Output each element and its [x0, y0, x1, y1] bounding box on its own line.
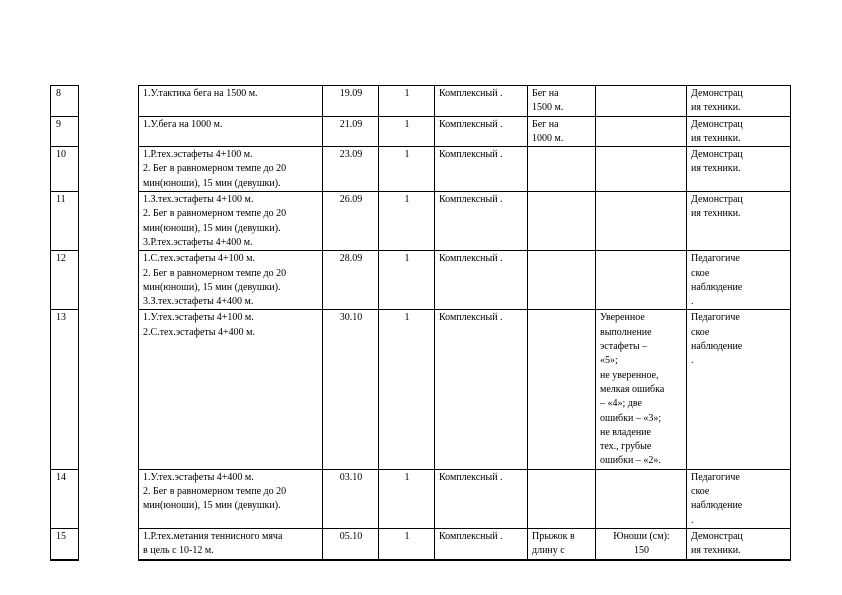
lesson-type-cell [435, 528, 528, 559]
lesson-date-cell [323, 147, 379, 192]
lesson-number-cell [51, 528, 79, 559]
table-row [51, 469, 791, 528]
lesson-number-cell [51, 251, 79, 310]
cell-text: 15 [56, 530, 66, 542]
cell-text-line: Бег на [532, 88, 559, 99]
control-form-cell [687, 469, 791, 528]
lesson-topic-cell [139, 192, 323, 251]
empty-cell [79, 116, 139, 147]
cell-text-line: 2. Бег в равномерном темпе до 20 [143, 486, 287, 498]
cell-text: Комплексный . [439, 253, 503, 265]
lesson-topic-cell [139, 86, 323, 117]
lesson-date-cell [323, 86, 379, 117]
control-cell [528, 86, 596, 117]
cell-text-line: выполнение [600, 326, 652, 338]
cell-text: 1 [404, 312, 410, 324]
cell-text-line: 1.З.тех.эстафеты 4+100 м. [143, 194, 254, 206]
lesson-type-cell [435, 116, 528, 147]
cell-text-line: Педагогиче [691, 312, 740, 324]
cell-text: 1 [404, 88, 410, 99]
lesson-topic-cell [139, 147, 323, 192]
control-form-cell [687, 192, 791, 251]
criteria-cell [596, 147, 687, 192]
cell-text-line: 150 [634, 545, 649, 557]
control-form-cell [687, 147, 791, 192]
lesson-topic-cell [139, 469, 323, 528]
table-row [51, 310, 791, 469]
table-row [51, 86, 791, 117]
empty-cell [79, 310, 139, 469]
cell-text-line: ия техники. [691, 163, 741, 175]
cell-text-line: 1000 м. [532, 132, 564, 144]
cell-text-line: эстафеты – [600, 341, 648, 353]
lesson-number-cell [51, 310, 79, 469]
cell-text: 28.09 [339, 253, 363, 265]
lesson-date-cell [323, 310, 379, 469]
cell-text: 13 [56, 312, 66, 324]
cell-text-line: «5»; [600, 355, 618, 367]
cell-text: 11 [56, 194, 66, 206]
control-cell [528, 528, 596, 559]
cell-text-line: ия техники. [691, 545, 741, 557]
cell-text-line: 1.У.тех.эстафеты 4+400 м. [143, 471, 254, 483]
empty-cell [79, 86, 139, 117]
cell-text-line: тех., грубые [600, 441, 652, 453]
cell-text-line: Уверенное [600, 312, 645, 324]
lesson-number-cell [51, 469, 79, 528]
cell-text-line: не владение [600, 426, 651, 438]
lesson-number-cell [51, 116, 79, 147]
cell-text-line: Демонстрац [691, 530, 743, 542]
empty-cell [79, 251, 139, 310]
empty-cell [79, 469, 139, 528]
cell-text-line: 1.С.тех.эстафеты 4+100 м. [143, 253, 255, 265]
cell-text: Комплексный . [439, 118, 503, 130]
cell-text-line: ошибки – «2». [600, 455, 661, 467]
control-form-cell [687, 116, 791, 147]
cell-text: 1 [404, 253, 410, 265]
cell-text-line: длину с [532, 545, 565, 557]
cell-text-line: 1.Р.тех.эстафеты 4+100 м. [143, 149, 253, 161]
cell-text: 14 [56, 471, 66, 483]
lesson-topic-cell [139, 116, 323, 147]
cell-text: Комплексный . [439, 149, 503, 161]
lesson-date-cell [323, 251, 379, 310]
cell-text: Комплексный . [439, 312, 503, 324]
lesson-type-cell [435, 469, 528, 528]
lesson-plan-table [50, 85, 791, 561]
cell-text-line: . [691, 514, 694, 526]
cell-text-line: Педагогиче [691, 253, 740, 265]
lesson-number-cell [51, 86, 79, 117]
cell-text-line: 1.У.тех.эстафеты 4+100 м. [143, 312, 254, 324]
cell-text-line: 3.Р.тех.эстафеты 4+400 м. [143, 236, 253, 248]
lesson-type-cell [435, 147, 528, 192]
lesson-topic-cell [139, 528, 323, 559]
cell-text-line: . [691, 296, 694, 308]
cell-text-line: наблюдение [691, 281, 743, 293]
cell-text: 21.09 [339, 118, 363, 130]
cell-text: 23.09 [339, 149, 363, 161]
cell-text: 26.09 [339, 194, 363, 206]
cell-text-line: мин(юноши), 15 мин (девушки). [143, 222, 281, 234]
cell-text-line: Демонстрац [691, 149, 743, 161]
lesson-type-cell [435, 86, 528, 117]
criteria-cell [596, 528, 687, 559]
cell-text: 19.09 [339, 88, 363, 99]
lesson-topic-cell [139, 310, 323, 469]
lesson-type-cell [435, 251, 528, 310]
cell-text-line: наблюдение [691, 500, 743, 512]
cell-text: 9 [56, 118, 61, 130]
lesson-hours-cell [379, 116, 435, 147]
control-cell [528, 251, 596, 310]
cell-text: Комплексный . [439, 471, 503, 483]
cell-text-line: ское [691, 267, 710, 279]
cell-text-line: 1.У.бега на 1000 м. [143, 118, 223, 130]
lesson-hours-cell [379, 192, 435, 251]
lesson-hours-cell [379, 469, 435, 528]
control-form-cell [687, 86, 791, 117]
lesson-date-cell [323, 116, 379, 147]
cell-text-line: 1500 м. [532, 102, 564, 114]
lesson-date-cell [323, 469, 379, 528]
cell-text-line: Прыжок в [532, 530, 575, 542]
table-row [51, 192, 791, 251]
cell-text-line: наблюдение [691, 341, 743, 353]
cell-text: 30.10 [339, 312, 363, 324]
criteria-cell [596, 310, 687, 469]
lesson-number-cell [51, 147, 79, 192]
cell-text: 03.10 [339, 471, 363, 483]
lesson-type-cell [435, 192, 528, 251]
control-cell [528, 192, 596, 251]
cell-text: 1 [404, 194, 410, 206]
cell-text-line: мин(юноши), 15 мин (девушки). [143, 177, 281, 189]
cell-text-line: в цель с 10-12 м. [143, 545, 214, 557]
cell-text: 1 [404, 530, 410, 542]
control-cell [528, 147, 596, 192]
cell-text: 12 [56, 253, 66, 265]
cell-text-line: мин(юноши), 15 мин (девушки). [143, 281, 281, 293]
lesson-hours-cell [379, 528, 435, 559]
cell-text-line: Бег на [532, 118, 559, 130]
lesson-hours-cell [379, 86, 435, 117]
cell-text-line: 1.У.тактика бега на 1500 м. [143, 88, 258, 99]
lesson-date-cell [323, 528, 379, 559]
cell-text: 05.10 [339, 530, 363, 542]
cell-text-line: Юноши (см): [613, 530, 670, 542]
criteria-cell [596, 469, 687, 528]
cell-text-line: 1.Р.тех.метания теннисного мяча [143, 530, 283, 542]
cell-text-line: Демонстрац [691, 88, 743, 99]
cell-text-line: . [691, 355, 694, 367]
cell-text-line: ия техники. [691, 208, 741, 220]
cell-text-line: мин(юноши), 15 мин (девушки). [143, 500, 281, 512]
table-row [51, 116, 791, 147]
lesson-date-cell [323, 192, 379, 251]
control-cell [528, 310, 596, 469]
control-form-cell [687, 251, 791, 310]
cell-text-line: 2. Бег в равномерном темпе до 20 [143, 267, 287, 279]
control-cell [528, 469, 596, 528]
cell-text: 1 [404, 471, 410, 483]
cell-text-line: ия техники. [691, 102, 741, 114]
table-row [51, 528, 791, 559]
table-row [51, 147, 791, 192]
cell-text: Комплексный . [439, 530, 503, 542]
criteria-cell [596, 116, 687, 147]
empty-cell [79, 192, 139, 251]
lesson-topic-cell [139, 251, 323, 310]
cell-text-line: ское [691, 486, 710, 498]
cell-text-line: Демонстрац [691, 118, 743, 130]
cell-text-line: 3.З.тех.эстафеты 4+400 м. [143, 296, 254, 308]
table-body [51, 86, 791, 560]
cell-text: 10 [56, 149, 66, 161]
criteria-cell [596, 192, 687, 251]
cell-text-line: Демонстрац [691, 194, 743, 206]
cell-text-line: Педагогиче [691, 471, 740, 483]
cell-text-line: ошибки – «3»; [600, 412, 662, 424]
table-row [51, 251, 791, 310]
cell-text-line: мелкая ошибка [600, 383, 665, 395]
control-form-cell [687, 310, 791, 469]
criteria-cell [596, 86, 687, 117]
criteria-cell [596, 251, 687, 310]
cell-text-line: 2. Бег в равномерном темпе до 20 [143, 208, 287, 220]
lesson-hours-cell [379, 251, 435, 310]
empty-cell [79, 147, 139, 192]
cell-text: Комплексный . [439, 88, 503, 99]
cell-text-line: 2.С.тех.эстафеты 4+400 м. [143, 326, 255, 338]
empty-cell [79, 528, 139, 559]
lesson-number-cell [51, 192, 79, 251]
cell-text-line: 2. Бег в равномерном темпе до 20 [143, 163, 287, 175]
lesson-type-cell [435, 310, 528, 469]
cell-text: 1 [404, 118, 410, 130]
control-form-cell [687, 528, 791, 559]
cell-text: 1 [404, 149, 410, 161]
lesson-hours-cell [379, 310, 435, 469]
cell-text: 8 [56, 88, 61, 99]
cell-text-line: ское [691, 326, 710, 338]
control-cell [528, 116, 596, 147]
cell-text: Комплексный . [439, 194, 503, 206]
lesson-hours-cell [379, 147, 435, 192]
cell-text-line: не уверенное, [600, 369, 659, 381]
cell-text-line: ия техники. [691, 132, 741, 144]
cell-text-line: – «4»; две [600, 398, 642, 410]
